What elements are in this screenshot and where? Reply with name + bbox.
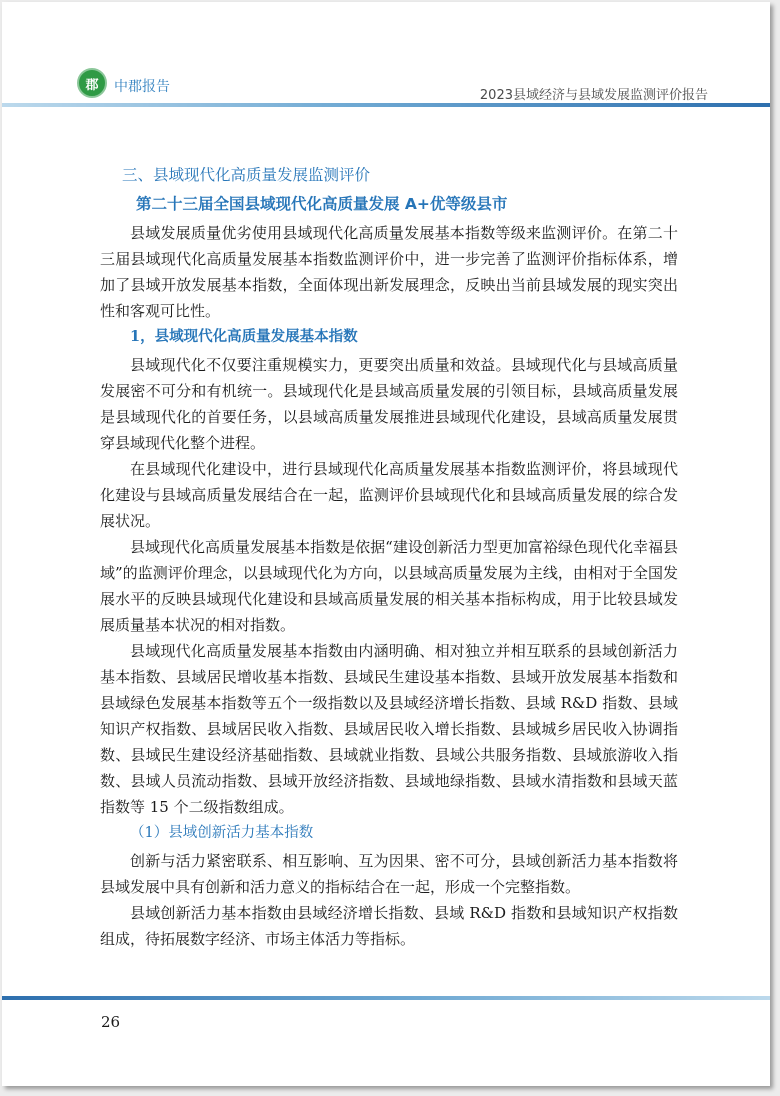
footer-divider (2, 996, 770, 1000)
paragraph-4: 县域现代化高质量发展基本指数是依据“建设创新活力型更加富裕绿色现代化幸福县域”的监测评价理念，以县域现代化为方向，以县域高质量发展为主线，由相对于全国发展水平的反映县域现代化建设和县域高质量发展的相关基本指标构成，用于比较县域发展质量基本状况的相对指数。 (100, 538, 678, 634)
document-page (2, 2, 770, 1086)
subsection-heading: 第二十三届全国县域现代化高质量发展 A+优等级县市 (136, 195, 508, 213)
paragraph-1: 县域发展质量优劣使用县域现代化高质量发展基本指数等级来监测评价。在第二十三届县域现代化高质量发展基本指数监测评价中，进一步完善了监测评价指标体系，增加了县域开放发展基本指数，全面体现出新发展理念，反映出当前县域发展的现实突出性和客观可比性。 (100, 224, 678, 320)
page-body (100, 162, 678, 952)
brand-logo-icon: 郡 (77, 68, 107, 98)
heading-innovation-index: （1）县域创新活力基本指数 (130, 825, 314, 841)
heading-basic-index: 1，县域现代化高质量发展基本指数 (130, 328, 358, 345)
paragraph-5: 县域现代化高质量发展基本指数由内涵明确、相对独立并相互联系的县域创新活力基本指数、县域居民增收基本指数、县域民生建设基本指数、县域开放发展基本指数和县域绿色发展基本指数等五个一级指数以及县域经济增长指数、县域 R&D 指数、县域知识产权指数、县域居民收入指数、县域居民收入增长指数、县域城乡居民收入协调指数、县域民生建设经济基础指数、县域就业指数、县域公共服务指数、县域旅游收入指数、县域人员流动指数、县域开放经济指数、县域地绿指数、县域水清指数和县域天蓝指数等 15 个二级指数组成。 (100, 642, 678, 816)
report-title: 2023县域经济与县域发展监测评价报告 (479, 88, 708, 103)
brand-name: 中郡报告 (114, 79, 170, 95)
page-number: 26 (101, 1013, 121, 1031)
header-divider (2, 103, 770, 107)
paragraph-6: 创新与活力紧密联系、相互影响、互为因果、密不可分，县域创新活力基本指数将县域发展中具有创新和活力意义的指标结合在一起，形成一个完整指数。 (100, 852, 678, 896)
section-heading: 三、县域现代化高质量发展监测评价 (122, 166, 371, 184)
paragraph-3: 在县域现代化建设中，进行县域现代化高质量发展基本指数监测评价，将县域现代化建设与县域高质量发展结合在一起，监测评价县域现代化和县域高质量发展的综合发展状况。 (100, 460, 678, 530)
page-header (2, 60, 770, 104)
paragraph-7: 县域创新活力基本指数由县域经济增长指数、县域 R&D 指数和县域知识产权指数组成，待拓展数字经济、市场主体活力等指标。 (100, 904, 678, 948)
paragraph-2: 县域现代化不仅要注重规模实力，更要突出质量和效益。县域现代化与县域高质量发展密不可分和有机统一。县域现代化是县域高质量发展的引领目标，县域高质量发展是县域现代化的首要任务，以县域高质量发展推进县域现代化建设，县域高质量发展贯穿县域现代化整个进程。 (100, 356, 678, 452)
